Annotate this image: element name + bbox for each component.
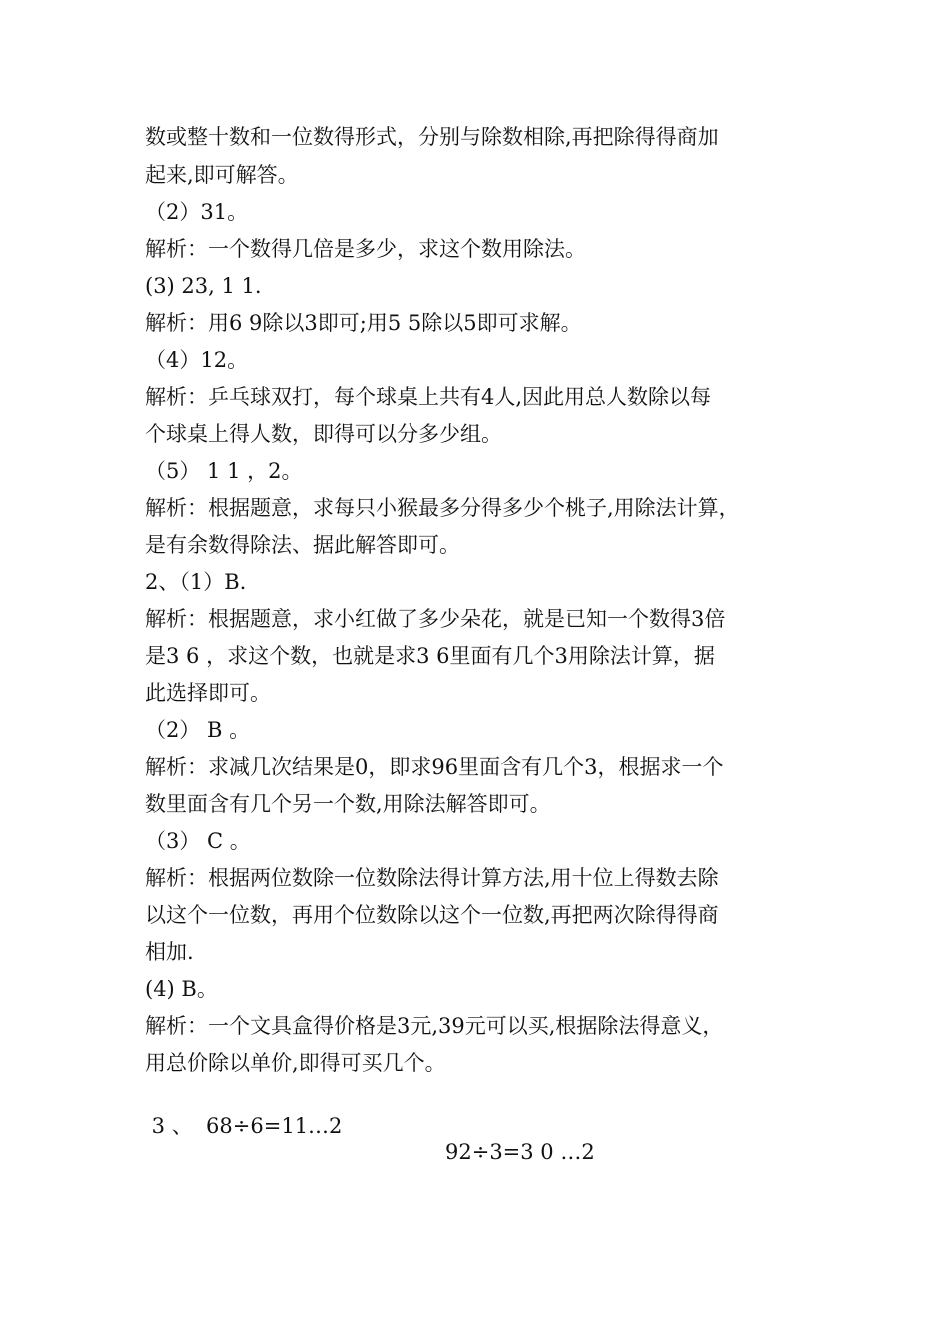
text-line: 数里面含有几个另一个数,用除法解答即可。 xyxy=(145,792,551,816)
answer-line: （3） C 。 xyxy=(145,829,251,853)
text-line: 以这个一位数，再用个位数除以这个一位数,再把两次除得得商 xyxy=(145,903,719,927)
text-line: 起来,即可解答。 xyxy=(145,163,299,187)
answer-line: （2）31。 xyxy=(145,200,249,224)
answer-line: (3) 23, 1 1. xyxy=(145,274,262,298)
analysis-line: 解析：一个数得几倍是多少，求这个数用除法。 xyxy=(145,237,586,261)
text-line: 是有余数得除法、据此解答即可。 xyxy=(145,533,460,557)
text-line: 相加. xyxy=(145,940,194,964)
analysis-line: 解析：根据题意，求小红做了多少朵花，就是已知一个数得3倍 xyxy=(145,607,726,631)
calculation-row xyxy=(145,1087,845,1164)
text-line: 此选择即可。 xyxy=(145,681,271,705)
analysis-line: 解析：一个文具盒得价格是3元,39元可以买,根据除法得意义， xyxy=(145,1014,724,1038)
text-line: 是3 6 ，求这个数，也就是求3 6里面有几个3用除法计算，据 xyxy=(145,644,715,668)
answer-line: （5） 1 1 ，2。 xyxy=(145,459,303,483)
answer-line: 2、（1）B. xyxy=(145,570,247,594)
calculation-right: 92÷3=3 0 …2 xyxy=(445,1140,595,1164)
analysis-line: 解析：用6 9除以3即可;用5 5除以5即可求解。 xyxy=(145,311,582,335)
text-line: 用总价除以单价,即得可买几个。 xyxy=(145,1051,446,1075)
analysis-line: 解析：乒乓球双打，每个球桌上共有4人,因此用总人数除以每 xyxy=(145,385,712,409)
text-line: 数或整十数和一位数得形式，分别与除数相除,再把除得得商加 xyxy=(145,125,719,149)
analysis-line: 解析：求减几次结果是0，即求96里面含有几个3，根据求一个 xyxy=(145,755,724,779)
answer-line: (4) B。 xyxy=(145,977,218,1001)
text-line: 个球桌上得人数，即得可以分多少组。 xyxy=(145,422,502,446)
analysis-line: 解析：根据题意，求每只小猴最多分得多少个桃子,用除法计算， xyxy=(145,496,740,520)
answer-line: （2） B 。 xyxy=(145,718,251,742)
calculation-left: 3 、 68÷6=11…2 xyxy=(145,1114,343,1138)
analysis-line: 解析：根据两位数除一位数除法得计算方法,用十位上得数去除 xyxy=(145,866,719,890)
answer-line: （4）12。 xyxy=(145,348,249,372)
